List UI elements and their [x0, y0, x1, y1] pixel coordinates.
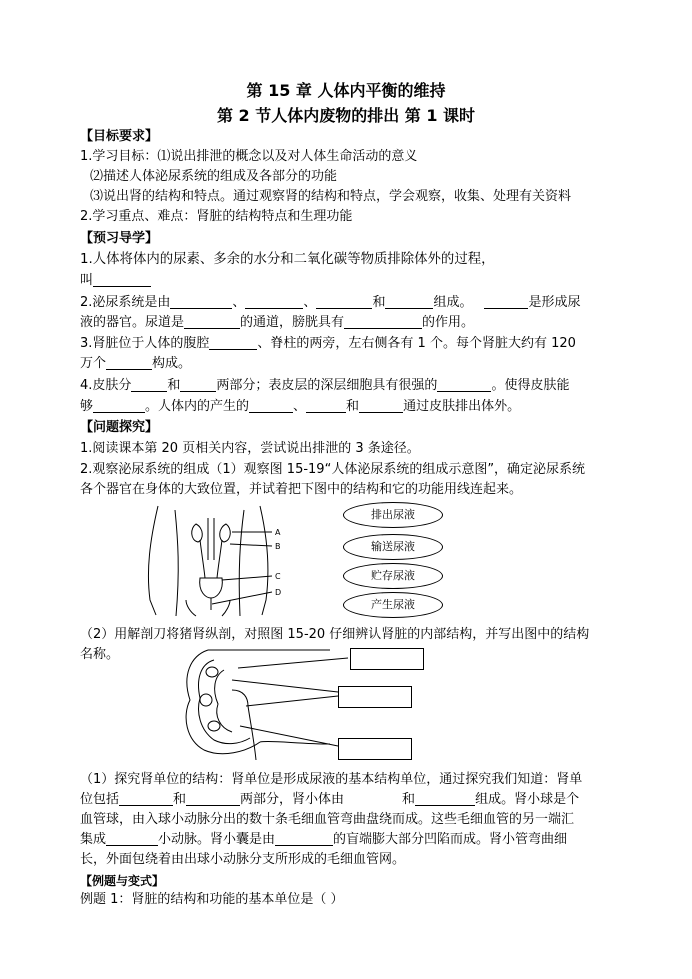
text: 组成。 — [433, 295, 473, 310]
blank[interactable] — [275, 831, 333, 846]
goals-line-4: 2.学习重点、难点：肾脏的结构特点和生理功能 — [80, 209, 353, 224]
inquiry-heading: 【问题探究】 — [80, 420, 159, 435]
kidney-answer-box-1[interactable] — [350, 648, 424, 670]
label-c: C — [275, 572, 281, 581]
kidney-answer-box-3[interactable] — [338, 738, 412, 760]
inquiry-p4-line3: 血管球，由入球小动脉分出的数十条毛细血管弯曲盘绕而成。这些毛细血管的另一端汇 — [80, 812, 575, 827]
q1-prefix: 叫 — [80, 273, 94, 288]
text: 4.皮肤分 — [80, 378, 132, 393]
body-outline-right — [260, 506, 268, 615]
text: 和 — [402, 792, 416, 807]
text: 通过皮肤排出体外。 — [403, 399, 521, 414]
function-oval-3[interactable]: 贮存尿液 — [343, 563, 443, 589]
text: 和 — [173, 792, 187, 807]
inquiry-p4-line4 — [80, 831, 567, 849]
example-1: 例题 1：肾脏的结构和功能的基本单位是（ ） — [80, 892, 344, 907]
text: 的通道，膀胱具有 — [240, 315, 345, 330]
text: 是形成尿 — [528, 295, 581, 310]
inquiry-p4-line2 — [80, 791, 579, 809]
text: 液的器官。尿道是 — [80, 315, 185, 330]
text: 和 — [372, 295, 386, 310]
kidney-answer-box-2[interactable] — [338, 686, 412, 708]
blank[interactable] — [415, 791, 475, 806]
text: 2.泌尿系统是由 — [80, 295, 171, 310]
inquiry-p4-line1: （1）探究肾单位的结构：肾单位是形成尿液的基本结构单位，通过探究我们知道：肾单 — [80, 772, 583, 787]
function-oval-1[interactable]: 排出尿液 — [343, 502, 443, 528]
leader-3 — [246, 696, 338, 706]
body-outline-left — [148, 506, 158, 615]
text: 、 — [232, 295, 246, 310]
examples-heading: 【例题与变式】 — [80, 874, 165, 888]
blank[interactable] — [186, 791, 240, 806]
text: 集成 — [80, 832, 107, 847]
blank[interactable] — [106, 831, 158, 846]
section-title: 第 2 节人体内废物的排出 第 1 课时 — [216, 106, 476, 125]
text: 和 — [167, 378, 181, 393]
text: 的盲端膨大部分凹陷而成。肾小管弯曲细 — [333, 832, 568, 847]
text: 、 — [303, 295, 317, 310]
text: 万个 — [80, 356, 107, 371]
blank[interactable] — [119, 791, 173, 806]
text: 两部分；表皮层的深层细胞具有很强的 — [216, 378, 438, 393]
preview-heading: 【预习导学】 — [80, 231, 159, 246]
leader-2 — [232, 680, 338, 692]
function-oval-4[interactable]: 产生尿液 — [343, 592, 443, 618]
inquiry-p3-line1: （2）用解剖刀将猪肾纵剖，对照图 15-20 仔细辨认肾脏的内部结构，并写出图中的结构 — [80, 627, 590, 642]
text: 两部分，肾小体由 — [240, 792, 345, 807]
text: 和 — [346, 399, 360, 414]
body-arm-left — [175, 510, 178, 616]
inquiry-p2-line1: 2.观察泌尿系统的组成（1）观察图 15-19“人体泌尿系统的组成示意图”，确定泌尿系统 — [80, 462, 586, 477]
goals-line-1: 1.学习目标：⑴说出排泄的概念以及对人体生命活动的意义 — [80, 149, 418, 164]
leader-1 — [238, 658, 348, 668]
preview-q1-line1: 1.人体将体内的尿素、多余的水分和二氧化碳等物质排除体外的过程， — [80, 252, 495, 267]
blank[interactable] — [344, 792, 402, 806]
label-d: D — [275, 588, 282, 597]
chapter-title: 第 15 章 人体内平衡的维持 — [246, 81, 446, 100]
label-b: B — [275, 542, 281, 551]
leader-4 — [240, 726, 338, 746]
text: 小动脉。肾小囊是由 — [158, 832, 276, 847]
text: 、 — [293, 399, 307, 414]
text: 3.肾脏位于人体的腹腔 — [80, 336, 210, 351]
function-oval-2[interactable]: 输送尿液 — [343, 534, 443, 560]
text: 组成。肾小球是个 — [475, 792, 580, 807]
inquiry-p1: 1.阅读课本第 20 页相关内容，尝试说出排泄的 3 条途径。 — [80, 441, 420, 456]
goals-line-3: ⑶说出肾的结构和特点。通过观察肾的结构和特点，学会观察，收集、处理有关资料 — [90, 189, 572, 204]
goals-heading: 【目标要求】 — [80, 129, 159, 144]
text: 。使得皮肤能 — [491, 378, 570, 393]
goals-line-2: ⑵描述人体泌尿系统的组成及各部分的功能 — [90, 169, 338, 184]
text: 够 — [80, 399, 94, 414]
inquiry-p2-line2: 各个器官在身体的大致位置，并试着把下图中的结构和它的功能用线连起来。 — [80, 482, 523, 497]
label-a: A — [275, 528, 281, 537]
text: 位包括 — [80, 792, 120, 807]
text: 的作用。 — [422, 315, 475, 330]
inquiry-p4-line5: 长，外面包绕着由出球小动脉分支所形成的毛细血管网。 — [80, 852, 406, 867]
text: 构成。 — [152, 356, 192, 371]
kidney-section-figure — [183, 650, 348, 760]
text: 。人体内的产生的 — [145, 399, 250, 414]
text: 、脊柱的两旁，左右侧各有 1 个。每个肾脏大约有 120 — [257, 336, 576, 351]
inquiry-p3-line2: 名称。 — [80, 647, 120, 662]
